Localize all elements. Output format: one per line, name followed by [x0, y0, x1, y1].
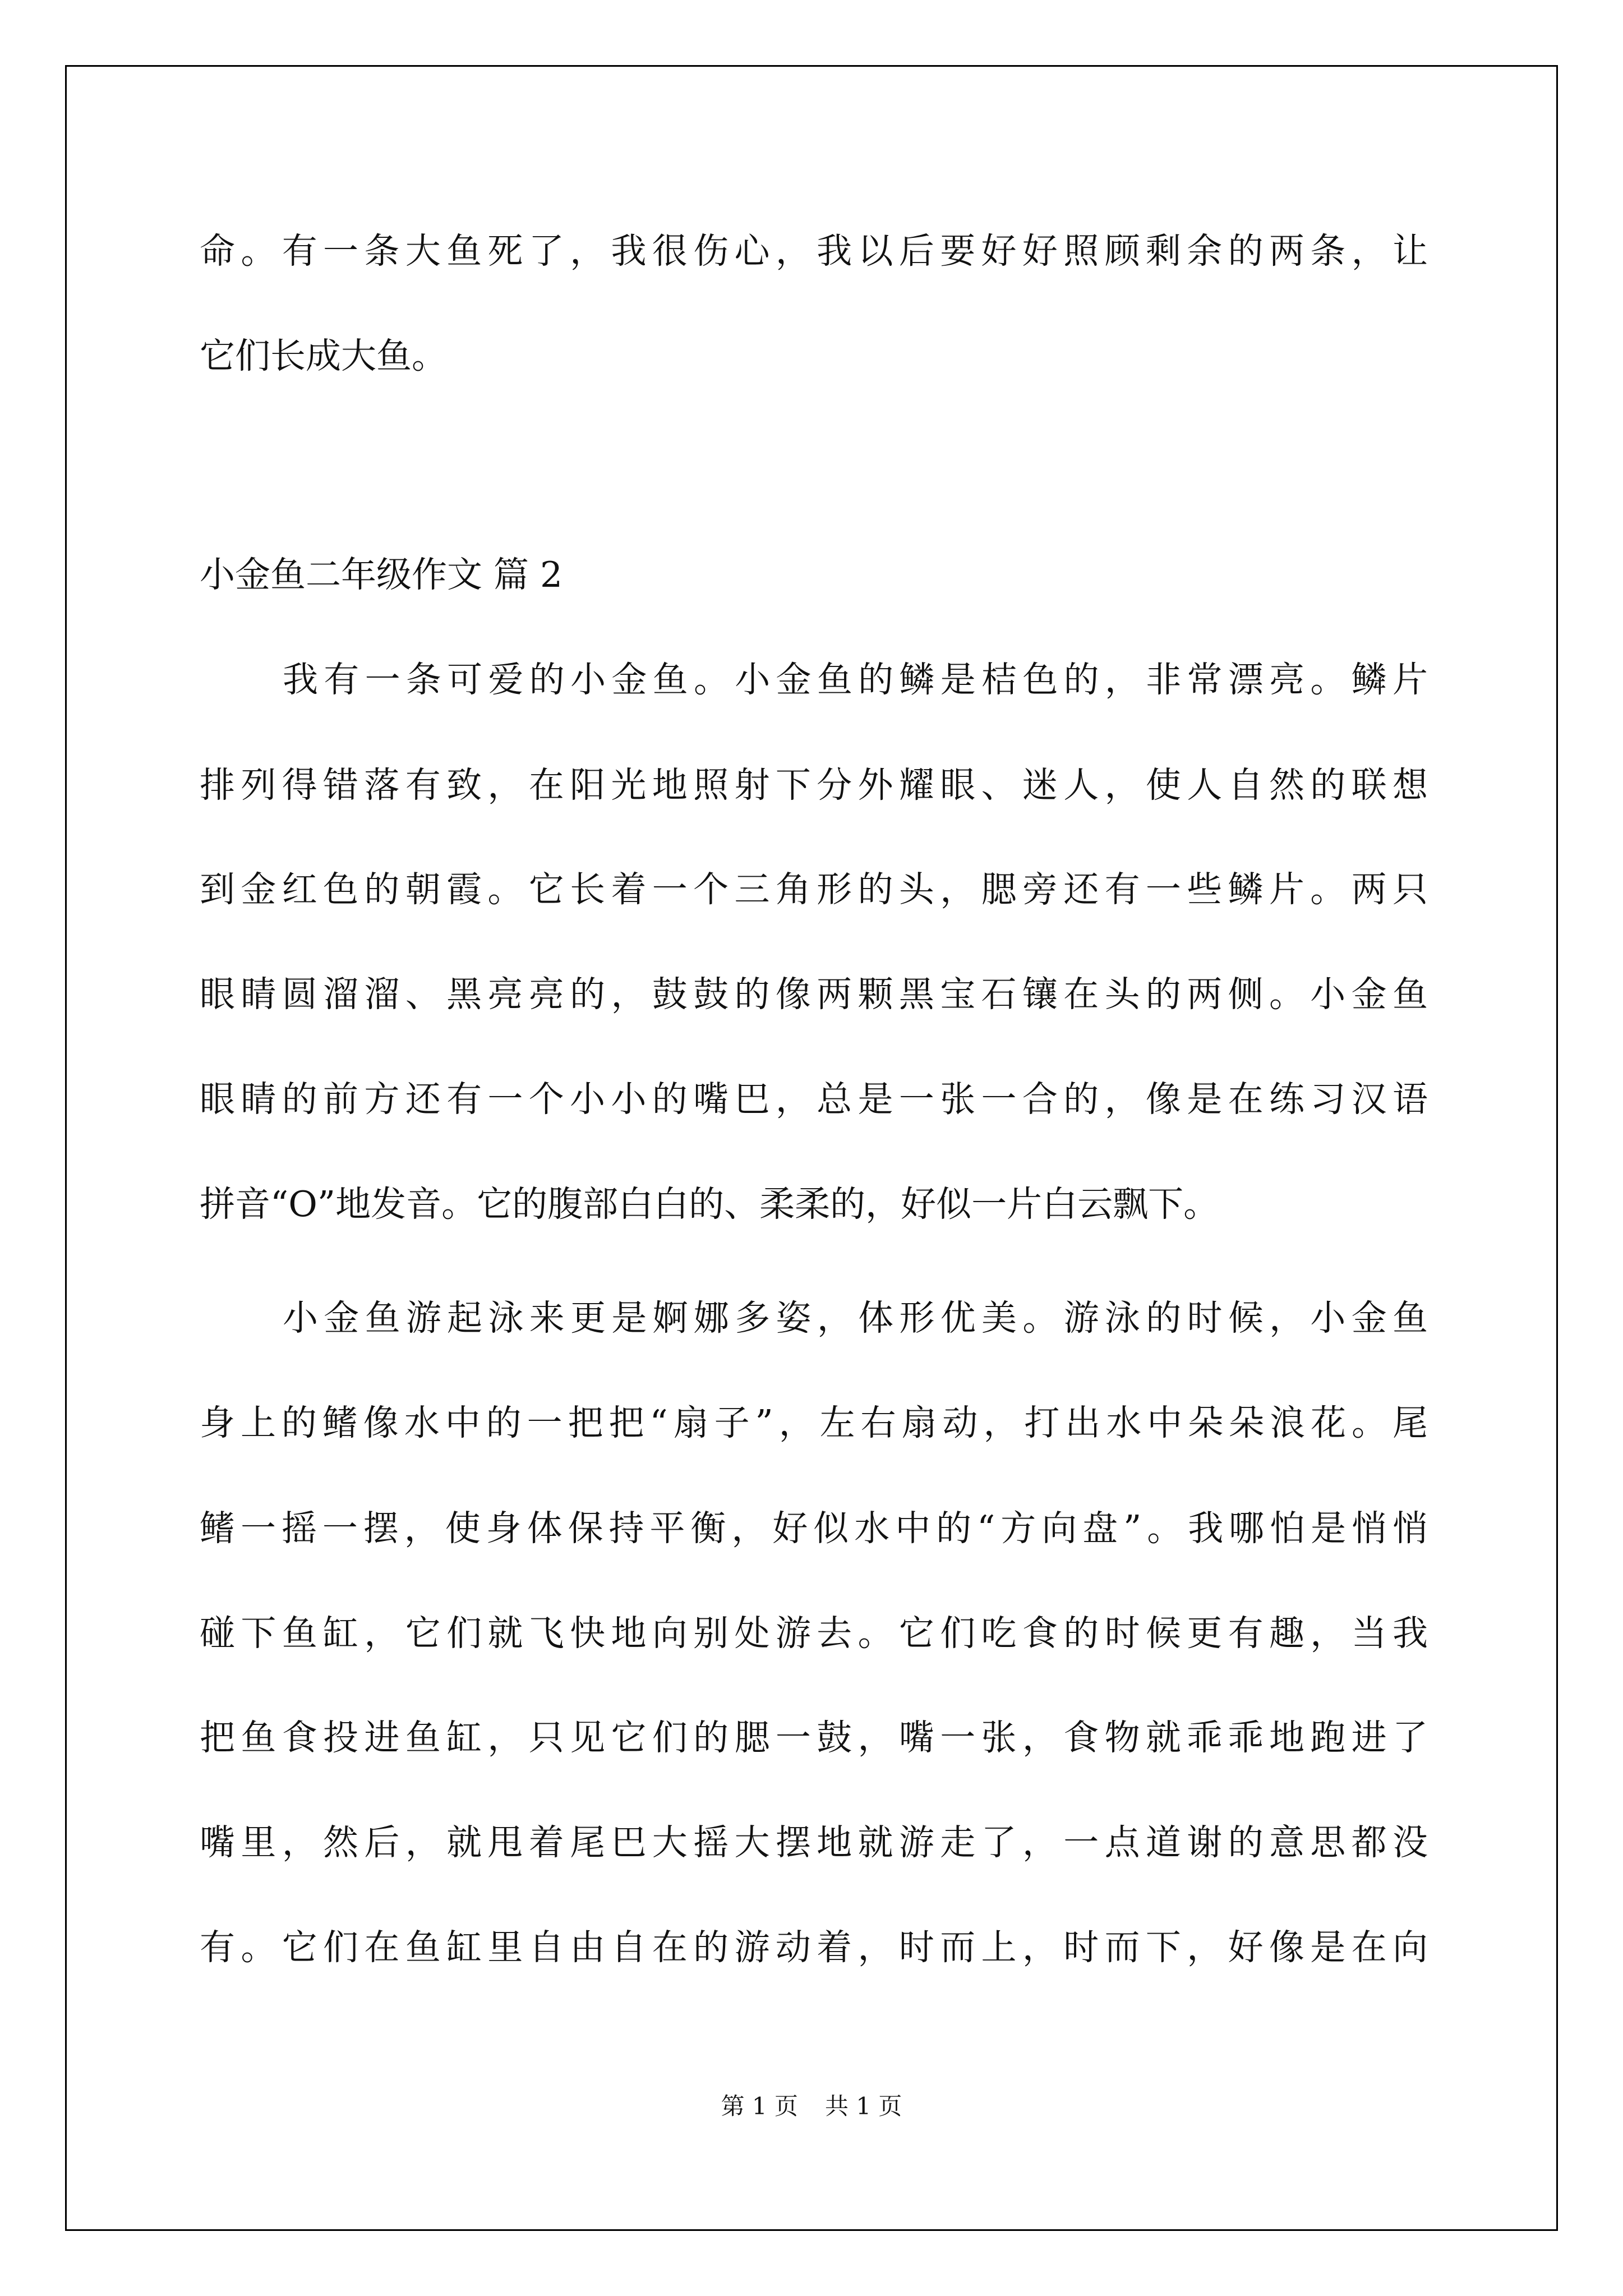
text-line: 拼音“O”地发音。它的腹部白白的、柔柔的，好似一片白云飘下。 — [200, 1184, 1219, 1225]
text-line: 眼睛圆溜溜、黑亮亮的，鼓鼓的像两颗黑宝石镶在头的两侧。小金鱼 — [200, 974, 1428, 1015]
text-line: 碰下鱼缸，它们就飞快地向别处游去。它们吃食的时候更有趣，当我 — [200, 1613, 1428, 1654]
text-line: 鳍一摇一摆，使身体保持平衡，好似水中的“方向盘”。我哪怕是悄悄 — [200, 1508, 1428, 1549]
text-line: 到金红色的朝霞。它长着一个三角形的头，腮旁还有一些鳞片。两只 — [200, 869, 1428, 910]
page-total: 共 1 页 — [825, 2092, 902, 2120]
text-line: 它们长成大鱼。 — [200, 335, 447, 376]
page-footer — [0, 2088, 1623, 2122]
text-line: 嘴里，然后，就甩着尾巴大摇大摆地就游走了，一点道谢的意思都没 — [200, 1822, 1428, 1863]
text-line: 身上的鳍像水中的一把把“扇子”，左右扇动，打出水中朵朵浪花。尾 — [200, 1402, 1428, 1443]
paragraph-first-line: 小金鱼游起泳来更是婀娜多姿，体形优美。游泳的时候，小金鱼 — [283, 1297, 1428, 1338]
text-line: 把鱼食投进鱼缸，只见它们的腮一鼓，嘴一张，食物就乖乖地跑进了 — [200, 1717, 1428, 1758]
paragraph-first-line: 我有一条可爱的小金鱼。小金鱼的鳞是桔色的，非常漂亮。鳞片 — [283, 659, 1428, 700]
text-line: 有。它们在鱼缸里自由自在的游动着，时而上，时而下，好像是在向 — [200, 1927, 1428, 1968]
text-line: 眼睛的前方还有一个小小的嘴巴，总是一张一合的，像是在练习汉语 — [200, 1079, 1428, 1120]
page-border — [65, 65, 1558, 2231]
page-number: 第 1 页 — [721, 2092, 798, 2120]
text-line: 排列得错落有致，在阳光地照射下分外耀眼、迷人，使人自然的联想 — [200, 765, 1428, 806]
text-line: 命。有一条大鱼死了，我很伤心，我以后要好好照顾剩余的两条，让 — [200, 231, 1428, 272]
section-title: 小金鱼二年级作文 篇 2 — [200, 554, 563, 595]
